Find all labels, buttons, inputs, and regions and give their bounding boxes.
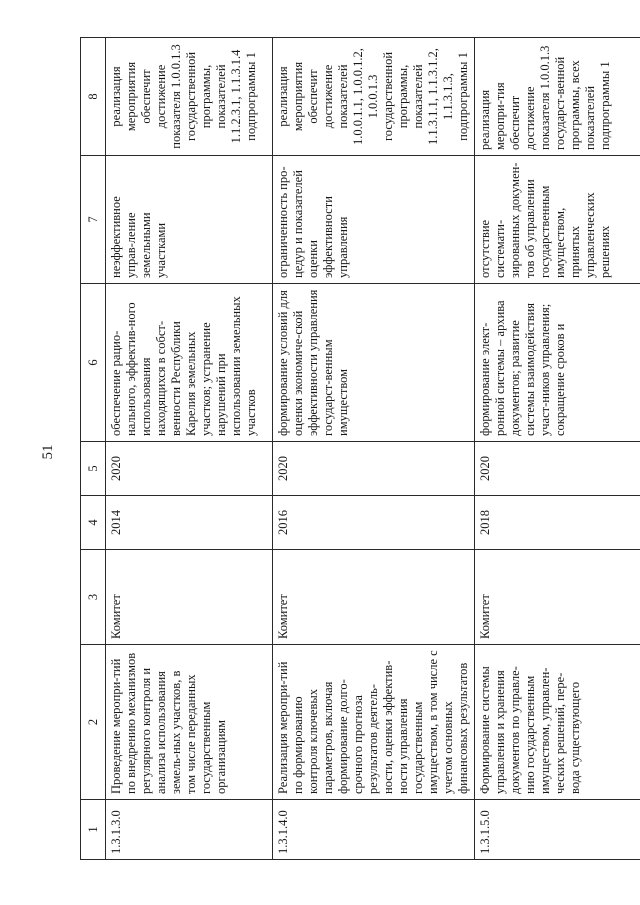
table-row [273, 38, 475, 860]
row-indicator-link: реализация мероприятия обеспечит достижение показателей 1.0.0.1.1, 1.0.0.1.2, 1.0.0.1.3 государственной программы, показателей 1.1.3.1.1, 1.1.3.1.2, 1.1.3.1.3, подпрограммы 1 [273, 38, 475, 156]
row-consequences: ограниченность про-цедур и показателей оценки эффективности управления [273, 156, 475, 284]
header-cell: 3 [81, 550, 106, 645]
row-code: 1.3.1.5.0 [475, 800, 640, 860]
row-start-year: 2018 [475, 496, 640, 550]
header-cell: 5 [81, 442, 106, 496]
row-executor: Комитет [475, 550, 640, 645]
header-cell: 4 [81, 496, 106, 550]
header-cell: 7 [81, 156, 106, 284]
row-end-year: 2020 [475, 442, 640, 496]
row-indicator-link: реализация меропри-тия обеспечит достижение показателя 1.0.0.1.3 государст-венной программы, всех показателей подпрограммы 1 [475, 38, 640, 156]
header-cell: 6 [81, 284, 106, 442]
header-cell: 2 [81, 645, 106, 800]
table-area [80, 38, 612, 860]
row-event: Проведение меропри-тий по внедрению механизмов регулярного контроля и анализа использования земель-ных участков, в том числе переданных государственным организациям [106, 645, 273, 800]
row-event: Формирование системы управления и хранения документов по управле-нию государственным имуществом, управлен-ческих решений, пере-вода существующего [475, 645, 640, 800]
row-code: 1.3.1.4.0 [273, 800, 475, 860]
row-end-year: 2020 [273, 442, 475, 496]
row-executor: Комитет [106, 550, 273, 645]
row-outcome: обеспечение рацио-нального, эффектив-ного использования находящихся в собст-венности Республики Карелия земельных участков; устранение нарушений при использовании земельных участков [106, 284, 273, 442]
rotated-table [80, 38, 612, 860]
header-cell: 8 [81, 38, 106, 156]
row-consequences: неэффективное управ-ление земельными участками [106, 156, 273, 284]
table-header-row [81, 38, 106, 860]
row-consequences: отсутствие системати-зированных докумен-тов об управлении государственным имуществом, принятых управленческих решениях [475, 156, 640, 284]
row-outcome: формирование элект-ронной системы – архива документов; развитие системы взаимодействия участ-ников управления; сокращение сроков и [475, 284, 640, 442]
header-cell: 1 [81, 800, 106, 860]
row-end-year: 2020 [106, 442, 273, 496]
table-row [106, 38, 273, 860]
table-row [475, 38, 640, 860]
row-start-year: 2014 [106, 496, 273, 550]
page-number: 51 [40, 444, 56, 460]
row-event: Реализация меропри-тий по формированию контроля ключевых параметров, включая формирование долго-срочного прогноза результатов деятель-ности, оценки эффектив-ности управления государственным имуществом, в том числе с учетом основных финансовых результатов [273, 645, 475, 800]
row-code: 1.3.1.3.0 [106, 800, 273, 860]
row-indicator-link: реализация мероприятия обеспечит достижение показателя 1.0.0.1.3 государственной программы, показателей 1.1.2.3.1, 1.1.3.1.4 подпрограммы 1 [106, 38, 273, 156]
measures-table [80, 37, 640, 860]
row-executor: Комитет [273, 550, 475, 645]
row-start-year: 2016 [273, 496, 475, 550]
row-outcome: формирование условий для оценки экономиче-ской эффективности управления государст-венным имуществом [273, 284, 475, 442]
